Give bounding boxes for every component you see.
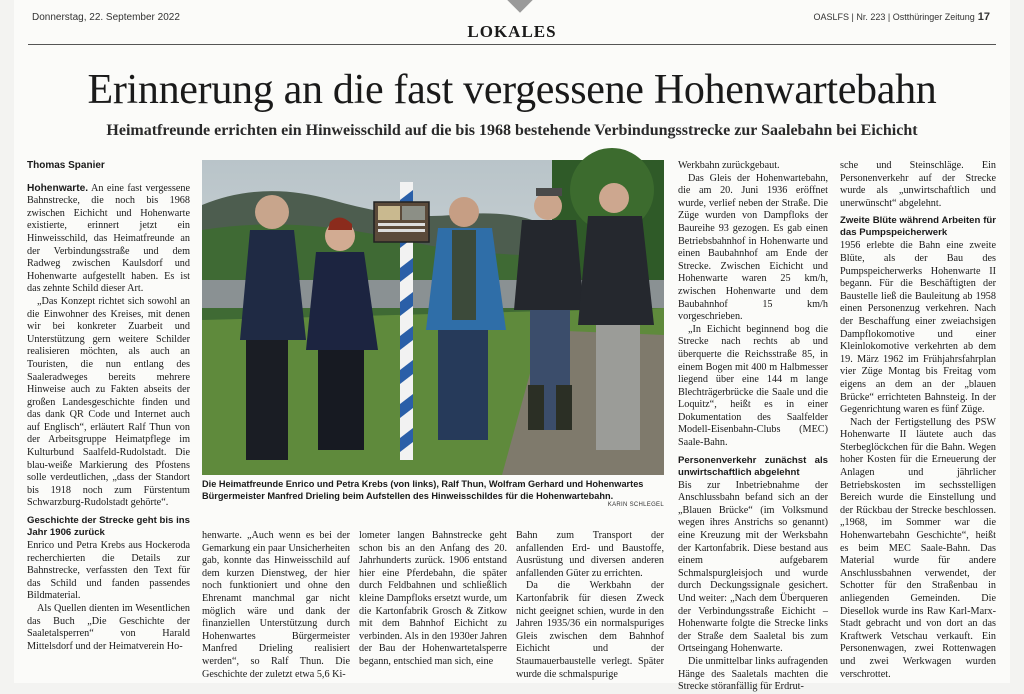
- article-headline: Erinnerung an die fast vergessene Hohenwartebahn: [87, 67, 937, 113]
- text-column-4: [516, 530, 664, 681]
- text-column-1: [27, 160, 190, 653]
- paragraph: Das Gleis der Hohenwartebahn, die am 20. Juni 1936 eröffnet wurde, verlief neben der Straße. Die Züge wurden von Dampfloks der Baureihe 93 gezogen. Es gab einen Betriebsbahnhof in Hohenwarte und einen Baubahnhof am Ende der Strecke. Zwischen Eichicht und Hohenwarte waren 25 km/h, zwischen Hohenwarte und dem Baubahnhof 15 km/h vorgeschrieben.: [678, 172, 828, 323]
- group-photo-illustration: [202, 160, 664, 475]
- paragraph: 1956 erlebte die Bahn eine zweite Blüte, als der Bau des Pumpspeicherwerks Hohenwarte II begann. Für die Beschäftigten der Baustelle ließ die Bauleitung ab 1958 einen Personenzug verkehren. Nach der Beschaffung einer zweiachsigen Dampflokomotive und einer Kleinlokomotive verkehrten ab dem 19. März 1962 im Frühjahrsfahrplan vier Züge Montag bis Freitag vom eigens an dem an der „blauen Brücke“ errichteten Bahnsteig. In der Gegenrichtung waren es fünf Züge.: [840, 240, 996, 416]
- paragraph: „In Eichicht beginnend bog die Strecke nach rechts ab und überquerte die Reichsstraße 85, in einem Bogen mit 400 m Halbmesser liegend über eine 144 m lange Blechträgerbrücke die Saale und die Loquitz“, heißt es in einer Dokumentation des Saalfelder Modell-Eisenbahn-Clubs (MEC) Saale-Bahn.: [678, 323, 828, 449]
- article-subheadline: Heimatfreunde errichten ein Hinweisschild auf die bis 1968 bestehende Verbindungsstrecke zur Saalebahn bei Eichicht: [106, 122, 918, 139]
- paragraph: Da die Werkbahn der Kartonfabrik für diesen Zweck nicht geeignet schien, wurde in den Jahren 1935/36 ein normalspuriges Gleis zwischen dem Bahnhof Eichicht und der Staumauerbaustelle verlegt. Später wurde die schmalspurige: [516, 580, 664, 680]
- edition-label: OASLFS | Nr. 223 | Ostthüringer Zeitung: [813, 12, 975, 22]
- paragraph: sche und Steinschläge. Ein Personenverkehr auf der Strecke wurde als „unwirtschaftlich und unerwünscht“ abgelehnt.: [840, 160, 996, 209]
- lead-paragraph: [27, 183, 190, 296]
- paragraph: lometer langen Bahnstrecke geht schon bis an den Anfang des 20. Jahrhunderts zurück. 1906 entstand hier eine Pferdebahn, die später durch Feldbahnen und schließlich kleine Dampfloks ersetzt wurde, um die Kartonfabrik Grosch & Zitkow mit dem Bahnhof Eichicht zu verbinden. Als in den 1930er Jahren der Bau der Hohenwartetalsperre begann, entschied man sich, eine: [359, 530, 507, 667]
- subheading: Geschichte der Strecke geht bis ins Jahr 1906 zurück: [27, 515, 190, 539]
- text-column-3: [359, 530, 507, 669]
- dateline: Hohenwarte.: [27, 182, 89, 194]
- fold-marker: [507, 0, 532, 13]
- text-column-5: [678, 160, 828, 694]
- paragraph: henwarte. „Auch wenn es bei der Gemarkung ein paar Unsicherheiten gab, konnte das Hinweisschild auf dem kurzen Dienstweg, der hier noch funktioniert und ohne den Ehrenamt manchmal gar nicht möglich wäre und dank der finanziellen Unterstützung durch Hohenwartes Bürgermeister Manfred Drieling realisiert werden“, so Ralf Thun. Die Geschichte der zuletzt etwa 5,6 Ki-: [202, 530, 350, 680]
- subheading: Zweite Blüte während Arbeiten für das Pumpspeicherwerk: [840, 215, 996, 239]
- text-column-6: [840, 160, 996, 681]
- paragraph: Bahn zum Transport der anfallenden Erd- und Baustoffe, Ausrüstung und diversen anderen anfallenden Güter zu errichten.: [516, 530, 664, 579]
- photo-caption: Die Heimatfreunde Enrico und Petra Krebs (von links), Ralf Thun, Wolfram Gerhard und Hohenwartes Bürgermeister Manfred Drieling beim Aufstellen des Hinweisschildes für die Hohenwartebahn.: [202, 479, 644, 501]
- text-column-2: [202, 530, 350, 681]
- paragraph: Nach der Fertigstellung des PSW Hohenwarte II läutete auch das Sterbeglöckchen für die Bahn. Wegen hoher Kosten für die Erneuerung der Anlagen und jährlicher Betriebskosten im sechsstelligen Bereich wurde die Einstellung und der Rückbau der Strecke beschlossen. „1968, im Sommer war die Hohenwartebahn Geschichte“, heißt es beim MEC Saale-Bahn. Das Material wurde für andere Anschlussbahnen verwendet, der Schotter für den Straßenbau in anliegenden Gemeinden. Die Diesellok wurde ins Raw Karl-Marx-Stadt gebracht und von dort an das Kraftwerk Vetschau verkauft. Ein Personenwagen, zwei Rottenwagen und zwei Werkwagen wurden verschrottet.: [840, 416, 996, 680]
- issue-date: Donnerstag, 22. September 2022: [32, 12, 180, 23]
- section-title: LOKALES: [467, 22, 557, 41]
- paragraph: Bis zur Inbetriebnahme der Anschlussbahn befand sich an der „Blauen Brücke“ (im Volksmund wegen ihres Anstrichs so genannt) eine Kreuzung mit der Werksbahn der Kartonfabrik. Diese bestand aus einem aufgebarem Schmalspurgleisjoch und wurde durch Deckungssignale gesichert. Und weiter: „Nach dem Überqueren der Verbindungsstraße Eichicht – Hohenwarte folgte die Strecke links der Straße dem Saaletal bis zum Ortseingang Hohenwarte.: [678, 479, 828, 655]
- paragraph: „Das Konzept richtet sich sowohl an die Einwohner des Kreises, mit denen wir bei konkreter Zuarbeit und Unterstützung gern weitere Schilder realisieren möchten, als auch an Touristen, die nun entlang des Saaleradweges bereits mehrere Hinweise auch zu Fakten abseits der großen Landesgeschichte finden und das dank QR Code und Internet auch auf Englisch“, erläutert Ralf Thun von der Arbeitsgruppe Heimatpflege im Kulturbund Saalfeld-Rudolstadt. Die blau-weiße Markierung des Pfostens solle verdeutlichen, „dass der Standort bis 1918 noch zum Fürstentum Schwarzburg-Rudolstadt gehörte“.: [27, 295, 190, 509]
- photo-credit: KARIN SCHLEGEL: [607, 502, 664, 508]
- page-number: 17: [977, 11, 990, 23]
- header-rule: [28, 44, 996, 45]
- paragraph: Die unmittelbar links aufragenden Hänge des Saaletals machten die Strecke störanfällig für Erdrut-: [678, 655, 828, 693]
- paragraph: Als Quellen dienten im Wesentlichen das Buch „Die Geschichte der Saaletalsperren“ von Harald Mittelsdorf und der Heimatverein Ho-: [27, 603, 190, 652]
- article-photo: [202, 160, 664, 475]
- lead-text: An eine fast vergessene Bahnstrecke, die noch bis 1968 zwischen Eichicht und Hohenwarte existierte, erinnert jetzt ein Hinweisschild, das Heimatfreunde an der Verbindungsstraße und dem Radweg zwischen Kaulsdorf und Hohenwarte aufgestellt haben. Es ist das zehnte Schild dieser Art.: [27, 182, 191, 295]
- paragraph: Werkbahn zurückgebaut.: [678, 160, 780, 171]
- subheading: Personenverkehr zunächst als unwirtschaftlich abgelehnt: [678, 454, 828, 478]
- edition-info: [814, 11, 991, 23]
- author-byline: Thomas Spanier: [27, 160, 105, 171]
- paragraph: Enrico und Petra Krebs aus Hockeroda recherchierten die Details zur Bahnstrecke, verfassten den Text für das Schild und fanden passendes Bildmaterial.: [27, 540, 190, 602]
- newspaper-page: [14, 0, 1010, 693]
